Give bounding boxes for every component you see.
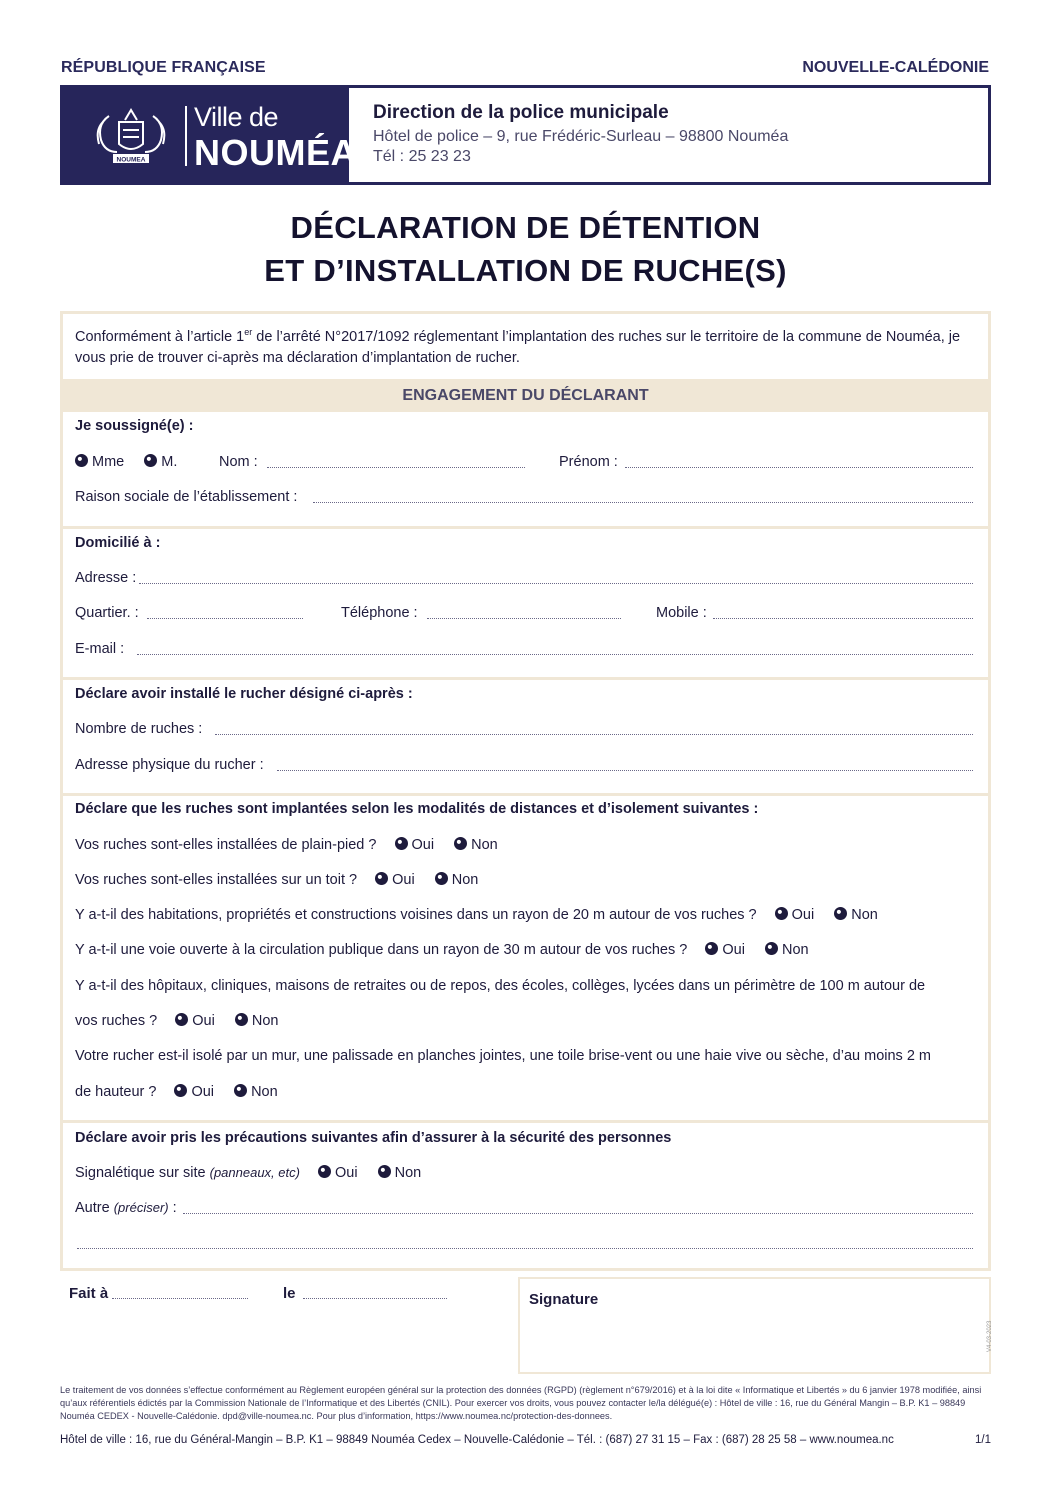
declaration-form xyxy=(60,311,991,1271)
radio-oui[interactable]: Oui xyxy=(395,837,435,853)
autre-label: Autre (préciser) : xyxy=(75,1200,177,1216)
mobile-label: Mobile : xyxy=(656,605,707,621)
radio-non[interactable]: Non xyxy=(765,942,809,958)
radio-non[interactable]: Non xyxy=(234,1084,278,1100)
nom-field[interactable] xyxy=(267,466,525,468)
intro-paragraph: Conformément à l’article 1er de l’arrêté N°2017/1092 réglementant l’implantation des ruches sur le territoire de la commune de Nouméa, je vous prie de trouver ci-après ma déclaration d’implantation de rucher. xyxy=(75,327,961,366)
securite-heading: Déclare avoir pris les précautions suivantes afin d’assurer à la sécurité des personnes xyxy=(75,1130,672,1146)
radio-mme[interactable]: Mme xyxy=(75,454,124,470)
autre-field-line2[interactable] xyxy=(77,1247,973,1249)
quartier-field[interactable] xyxy=(147,617,303,619)
adresse-label: Adresse : xyxy=(75,570,137,586)
telephone-label: Téléphone : xyxy=(341,605,418,621)
office-info xyxy=(349,88,788,182)
territory-label: NOUVELLE-CALÉDONIE xyxy=(802,59,989,76)
radio-oui[interactable]: Oui xyxy=(705,942,745,958)
fait-a-field[interactable] xyxy=(112,1297,248,1299)
radio-circle-icon[interactable] xyxy=(454,837,467,850)
radio-circle-icon[interactable] xyxy=(395,837,408,850)
radio-non[interactable]: Non xyxy=(235,1013,279,1029)
nombre-ruches-field[interactable] xyxy=(215,733,973,735)
radio-oui[interactable]: Oui xyxy=(375,872,415,888)
radio-circle-icon[interactable] xyxy=(705,942,718,955)
prenom-field[interactable] xyxy=(625,466,973,468)
question-voie-30m: Y a-t-il une voie ouverte à la circulation publique dans un rayon de 30 m autour de vos ruches ? Oui Non xyxy=(75,942,809,958)
radio-circle-icon[interactable] xyxy=(834,907,847,920)
signature-box[interactable] xyxy=(518,1277,991,1374)
radio-circle-icon[interactable] xyxy=(435,872,448,885)
radio-non[interactable]: Non xyxy=(435,872,479,888)
section-divider xyxy=(63,793,988,796)
autre-field[interactable] xyxy=(183,1212,973,1214)
question-plain-pied: Vos ruches sont-elles installées de plain-pied ? Oui Non xyxy=(75,837,498,853)
mobile-field[interactable] xyxy=(713,617,973,619)
quartier-label: Quartier. : xyxy=(75,605,139,621)
civility-options xyxy=(75,454,177,470)
radio-circle-icon[interactable] xyxy=(375,872,388,885)
email-label: E-mail : xyxy=(75,641,125,657)
question-isolement: Votre rucher est-il isolé par un mur, une palissade en planches jointes, une toile brise-vent ou une haie vive ou sèche, d’au moins 2 m xyxy=(75,1048,931,1064)
document-title-line1: DÉCLARATION DE DÉTENTION xyxy=(290,210,761,245)
letterhead xyxy=(60,85,991,185)
radio-circle-icon[interactable] xyxy=(775,907,788,920)
radio-non[interactable]: Non xyxy=(378,1165,422,1181)
direction-title: Direction de la police municipale xyxy=(373,102,669,123)
question-isolement-cont: de hauteur ? Oui Non xyxy=(75,1084,278,1100)
raison-sociale-label: Raison sociale de l’établissement : xyxy=(75,489,298,505)
radio-circle-icon[interactable] xyxy=(234,1084,247,1097)
raison-sociale-field[interactable] xyxy=(313,501,973,503)
page-number: 1/1 xyxy=(975,1434,991,1446)
question-signaletique: Signalétique sur site (panneaux, etc) Oui Non xyxy=(75,1165,422,1181)
email-field[interactable] xyxy=(137,653,973,655)
radio-circle-icon[interactable] xyxy=(235,1013,248,1026)
fait-a-label: Fait à xyxy=(69,1285,109,1302)
radio-circle-icon[interactable] xyxy=(765,942,778,955)
distances-heading: Déclare que les ruches sont implantées selon les modalités de distances et d’isolement suivantes : xyxy=(75,801,759,817)
radio-oui[interactable]: Oui xyxy=(775,907,815,923)
adresse-rucher-field[interactable] xyxy=(277,769,973,771)
radio-oui[interactable]: Oui xyxy=(318,1165,358,1181)
signature-label: Signature xyxy=(529,1291,599,1308)
date-field[interactable] xyxy=(303,1297,447,1299)
document-title-line2: ET D’INSTALLATION DE RUCHE(S) xyxy=(264,253,787,288)
radio-oui[interactable]: Oui xyxy=(174,1084,214,1100)
section-divider xyxy=(63,677,988,680)
logo-city-name: NOUMÉA xyxy=(194,132,357,173)
radio-circle-icon[interactable] xyxy=(75,454,88,467)
logo-ribbon: NOUMEA xyxy=(116,156,146,164)
domicile-heading: Domicilié à : xyxy=(75,535,161,551)
logo-ville-text: Ville de xyxy=(194,102,279,132)
prenom-label: Prénom : xyxy=(559,454,618,470)
radio-non[interactable]: Non xyxy=(454,837,498,853)
radio-m[interactable]: M. xyxy=(144,454,177,470)
city-logo xyxy=(63,88,357,182)
office-address: Hôtel de police – 9, rue Frédéric-Surleau – 98800 Nouméa xyxy=(373,128,789,145)
nom-label: Nom : xyxy=(219,454,258,470)
telephone-field[interactable] xyxy=(427,617,621,619)
footer-address: Hôtel de ville : 16, rue du Général-Mangin – B.P. K1 – 98849 Nouméa Cedex – Nouvelle-Calédonie – Tél. : (687) 27 31 15 – Fax : (687) 28 25 58 – www.noumea.nc xyxy=(60,1434,894,1446)
rucher-heading: Déclare avoir installé le rucher désigné ci-après : xyxy=(75,686,413,702)
question-etablissements-100m-cont: vos ruches ? Oui Non xyxy=(75,1013,279,1029)
radio-non[interactable]: Non xyxy=(834,907,878,923)
radio-circle-icon[interactable] xyxy=(378,1165,391,1178)
question-toit: Vos ruches sont-elles installées sur un toit ? Oui Non xyxy=(75,872,479,888)
section-divider xyxy=(63,1120,988,1123)
radio-circle-icon[interactable] xyxy=(175,1013,188,1026)
radio-circle-icon[interactable] xyxy=(174,1084,187,1097)
logo-divider xyxy=(185,106,187,166)
nombre-ruches-label: Nombre de ruches : xyxy=(75,721,203,737)
date-label: le xyxy=(283,1285,296,1302)
section-divider xyxy=(63,526,988,529)
question-habitations-20m: Y a-t-il des habitations, propriétés et constructions voisines dans un rayon de 20 m autour de vos ruches ? Oui Non xyxy=(75,907,878,923)
adresse-field[interactable] xyxy=(139,582,973,584)
section-band-engagement: ENGAGEMENT DU DÉCLARANT xyxy=(63,379,988,412)
radio-circle-icon[interactable] xyxy=(318,1165,331,1178)
office-phone: Tél : 25 23 23 xyxy=(373,148,471,165)
version-code: V4-03-2023 xyxy=(987,1320,993,1352)
adresse-rucher-label: Adresse physique du rucher : xyxy=(75,757,264,773)
gdpr-notice: Le traitement de vos données s’effectue conformément au Règlement européen général sur la protection des données (RGPD) (règlement n°679/2016) et à la loi dite « Informatique et Libertés » du 6 janvier 1978 modifiée, ainsi qu’aux référentiels édictés par la Commission Nationale de l’Informatique et des Libertés (CNIL). Pour exercer vos droits, vous pouvez contacter le/la délégué(e) : Hôtel de ville : 16, rue du Général Mangin – B.P. K1 – 98849 Nouméa CEDEX - Nouvelle-Calédonie. dpd@ville-noumea.nc. Pour plus d’information, https://www.noumea.nc/protection-des-donnees. xyxy=(60,1385,982,1421)
question-etablissements-100m: Y a-t-il des hôpitaux, cliniques, maisons de retraites ou de repos, des écoles, collèges, lycées dans un périmètre de 100 m autour de xyxy=(75,978,926,994)
radio-circle-icon[interactable] xyxy=(144,454,157,467)
declarant-heading: Je soussigné(e) : xyxy=(75,418,194,434)
republique-label: RÉPUBLIQUE FRANÇAISE xyxy=(61,59,266,76)
radio-oui[interactable]: Oui xyxy=(175,1013,215,1029)
coat-of-arms-icon xyxy=(89,100,173,168)
